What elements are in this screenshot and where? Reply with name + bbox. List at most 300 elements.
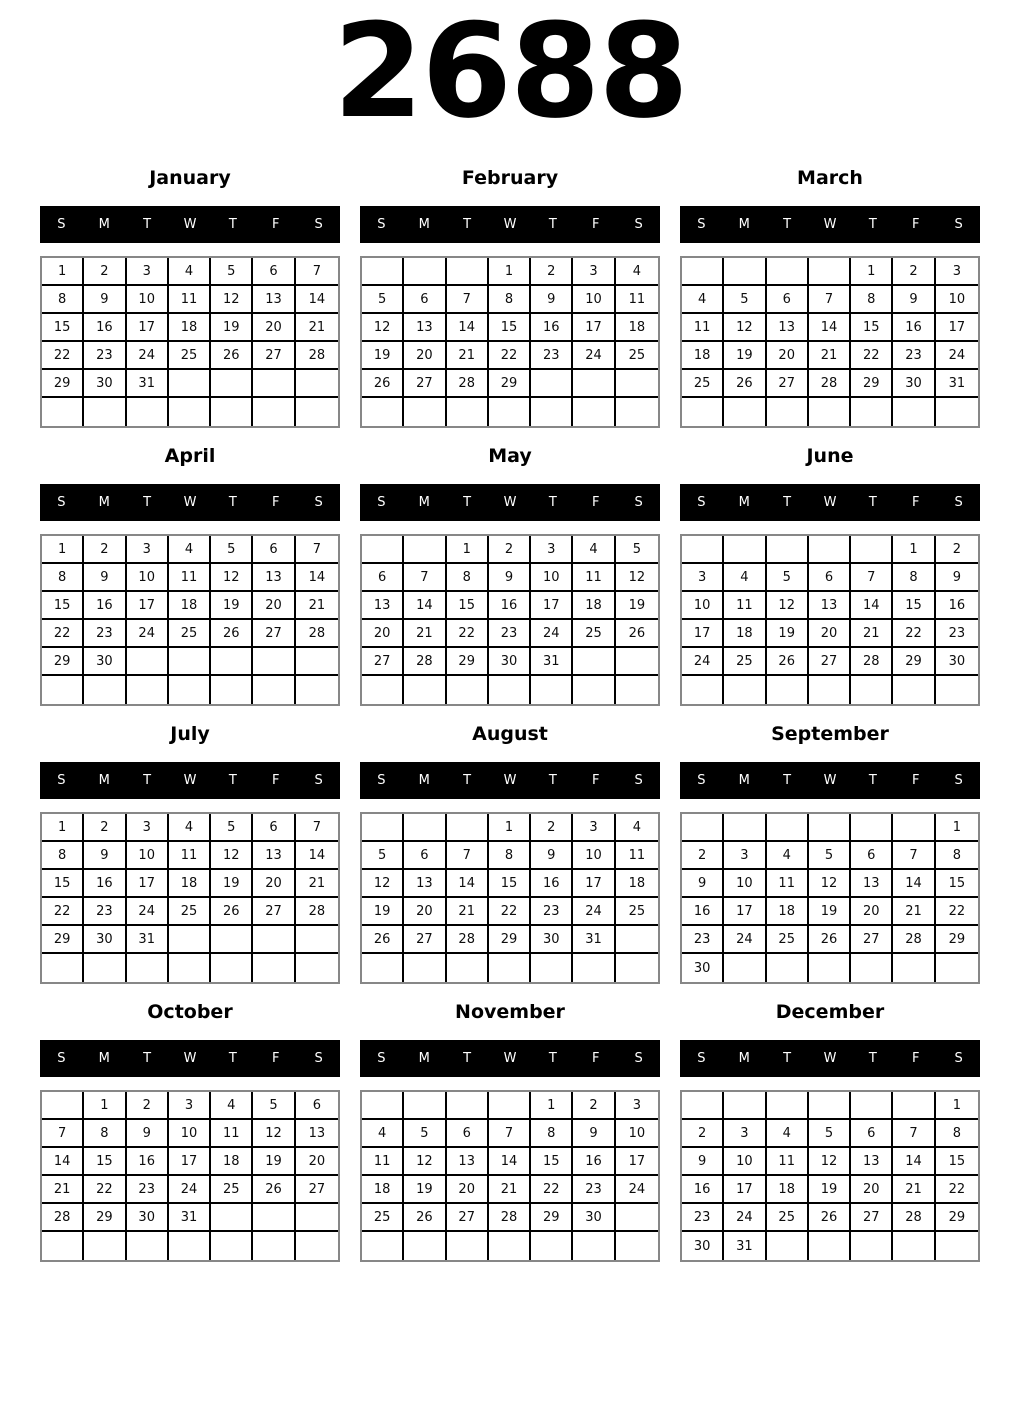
week-row xyxy=(362,1204,658,1232)
weekday-label: M xyxy=(98,495,110,510)
day-cell: 29 xyxy=(936,926,978,954)
day-cell: 15 xyxy=(84,1148,126,1176)
empty-day-cell xyxy=(211,1232,253,1260)
empty-day-cell xyxy=(809,398,851,426)
day-cell: 18 xyxy=(573,592,615,620)
week-row xyxy=(42,870,338,898)
weekday-label: T xyxy=(228,217,237,232)
day-cell: 27 xyxy=(851,1204,893,1232)
empty-day-cell xyxy=(211,954,253,982)
empty-day-cell xyxy=(253,926,295,954)
day-cell: 21 xyxy=(893,1176,935,1204)
day-cell: 10 xyxy=(724,1148,766,1176)
empty-day-cell xyxy=(573,398,615,426)
week-row xyxy=(42,1204,338,1232)
weekday-label: F xyxy=(591,773,600,788)
day-cell: 19 xyxy=(809,1176,851,1204)
day-cell: 16 xyxy=(84,870,126,898)
empty-day-cell xyxy=(616,676,658,704)
day-cell: 29 xyxy=(936,1204,978,1232)
day-cell: 27 xyxy=(253,620,295,648)
day-cell: 10 xyxy=(531,564,573,592)
empty-day-cell xyxy=(809,676,851,704)
day-cell: 31 xyxy=(169,1204,211,1232)
empty-day-cell xyxy=(447,1232,489,1260)
day-cell: 28 xyxy=(447,926,489,954)
day-cell: 15 xyxy=(936,870,978,898)
empty-day-cell xyxy=(127,676,169,704)
day-cell: 12 xyxy=(616,564,658,592)
empty-day-cell xyxy=(253,1204,295,1232)
week-row xyxy=(362,1092,658,1120)
weekday-label: T xyxy=(143,217,152,232)
day-cell: 18 xyxy=(682,342,724,370)
day-cell: 9 xyxy=(531,842,573,870)
day-cell: 8 xyxy=(489,842,531,870)
empty-day-cell xyxy=(127,648,169,676)
empty-day-cell xyxy=(851,954,893,982)
weekday-label: F xyxy=(271,495,280,510)
week-row xyxy=(362,954,658,982)
day-cell: 22 xyxy=(447,620,489,648)
empty-day-cell xyxy=(362,1092,404,1120)
day-cell: 24 xyxy=(127,898,169,926)
empty-day-cell xyxy=(489,1092,531,1120)
month-may xyxy=(360,441,660,702)
month-title: October xyxy=(147,1001,233,1023)
day-cell: 21 xyxy=(851,620,893,648)
day-cell: 4 xyxy=(767,1120,809,1148)
day-cell: 28 xyxy=(447,370,489,398)
day-cell: 27 xyxy=(253,898,295,926)
day-cell: 27 xyxy=(809,648,851,676)
empty-day-cell xyxy=(127,1232,169,1260)
day-cell: 14 xyxy=(404,592,446,620)
day-cell: 13 xyxy=(809,592,851,620)
empty-day-cell xyxy=(851,398,893,426)
weekday-label: S xyxy=(314,773,323,788)
day-cell: 24 xyxy=(531,620,573,648)
weekday-header-bar xyxy=(40,206,340,243)
week-row xyxy=(42,1120,338,1148)
day-cell: 24 xyxy=(127,342,169,370)
empty-day-cell xyxy=(447,676,489,704)
weekday-label: T xyxy=(228,495,237,510)
empty-day-cell xyxy=(296,676,338,704)
day-cell: 19 xyxy=(767,620,809,648)
weekday-label: F xyxy=(591,495,600,510)
day-cell: 24 xyxy=(169,1176,211,1204)
month-december xyxy=(680,997,980,1258)
week-row xyxy=(682,398,978,426)
weekday-header-bar xyxy=(360,1040,660,1077)
day-cell: 2 xyxy=(936,536,978,564)
day-cell: 13 xyxy=(296,1120,338,1148)
weekday-label: F xyxy=(591,217,600,232)
day-cell: 4 xyxy=(169,814,211,842)
weekday-label: S xyxy=(57,495,66,510)
day-cell: 28 xyxy=(296,620,338,648)
empty-day-cell xyxy=(616,648,658,676)
weekday-label: T xyxy=(463,1051,472,1066)
day-cell: 23 xyxy=(531,342,573,370)
day-cell: 11 xyxy=(616,842,658,870)
empty-day-cell xyxy=(682,398,724,426)
week-row xyxy=(682,870,978,898)
day-cell: 19 xyxy=(616,592,658,620)
day-cell: 8 xyxy=(84,1120,126,1148)
day-cell: 20 xyxy=(253,870,295,898)
day-cell: 30 xyxy=(682,1232,724,1260)
day-cell: 26 xyxy=(211,898,253,926)
weekday-label: S xyxy=(57,1051,66,1066)
weekday-label: T xyxy=(548,495,557,510)
weekday-label: M xyxy=(418,217,430,232)
week-row xyxy=(682,954,978,982)
week-row xyxy=(682,814,978,842)
day-cell: 9 xyxy=(936,564,978,592)
day-cell: 20 xyxy=(404,342,446,370)
day-cell: 12 xyxy=(404,1148,446,1176)
day-cell: 25 xyxy=(724,648,766,676)
day-cell: 8 xyxy=(42,564,84,592)
day-cell: 5 xyxy=(211,258,253,286)
weekday-label: T xyxy=(143,495,152,510)
empty-day-cell xyxy=(936,398,978,426)
weekday-header-bar xyxy=(680,206,980,243)
empty-day-cell xyxy=(447,398,489,426)
weekday-label: W xyxy=(823,495,837,510)
weekday-label: T xyxy=(868,1051,877,1066)
day-cell: 8 xyxy=(489,286,531,314)
day-cell: 25 xyxy=(767,926,809,954)
empty-day-cell xyxy=(682,676,724,704)
week-row xyxy=(362,564,658,592)
day-cell: 5 xyxy=(211,536,253,564)
day-cell: 29 xyxy=(893,648,935,676)
empty-day-cell xyxy=(616,370,658,398)
day-cell: 11 xyxy=(724,592,766,620)
empty-day-cell xyxy=(767,258,809,286)
empty-day-cell xyxy=(616,1232,658,1260)
weekday-header-bar xyxy=(40,1040,340,1077)
day-cell: 2 xyxy=(682,1120,724,1148)
day-cell: 13 xyxy=(253,286,295,314)
empty-day-cell xyxy=(809,814,851,842)
weekday-label: T xyxy=(783,1051,792,1066)
day-cell: 26 xyxy=(211,620,253,648)
day-cell: 4 xyxy=(362,1120,404,1148)
day-cell: 8 xyxy=(531,1120,573,1148)
week-row xyxy=(42,1148,338,1176)
day-cell: 26 xyxy=(616,620,658,648)
day-cell: 5 xyxy=(809,842,851,870)
weekday-label: F xyxy=(271,217,280,232)
day-cell: 27 xyxy=(362,648,404,676)
week-row xyxy=(362,1232,658,1260)
week-row xyxy=(362,676,658,704)
day-cell: 9 xyxy=(893,286,935,314)
weekday-label: M xyxy=(738,773,750,788)
day-cell: 1 xyxy=(489,258,531,286)
week-row xyxy=(42,898,338,926)
month-title: November xyxy=(455,1001,565,1023)
day-cell: 16 xyxy=(84,314,126,342)
day-cell: 23 xyxy=(84,620,126,648)
weekday-label: S xyxy=(634,1051,643,1066)
empty-day-cell xyxy=(724,398,766,426)
week-row xyxy=(362,620,658,648)
empty-day-cell xyxy=(724,676,766,704)
weekday-label: F xyxy=(271,1051,280,1066)
empty-day-cell xyxy=(767,676,809,704)
weekday-label: T xyxy=(783,773,792,788)
weekday-label: T xyxy=(228,1051,237,1066)
day-cell: 28 xyxy=(851,648,893,676)
weekday-label: S xyxy=(377,495,386,510)
day-cell: 1 xyxy=(531,1092,573,1120)
day-cell: 28 xyxy=(404,648,446,676)
week-row xyxy=(362,870,658,898)
day-cell: 3 xyxy=(531,536,573,564)
week-row xyxy=(682,592,978,620)
day-cell: 11 xyxy=(767,1148,809,1176)
day-cell: 14 xyxy=(296,842,338,870)
day-cell: 6 xyxy=(767,286,809,314)
day-cell: 5 xyxy=(253,1092,295,1120)
day-cell: 21 xyxy=(296,870,338,898)
day-cell: 13 xyxy=(253,842,295,870)
day-cell: 30 xyxy=(893,370,935,398)
weekday-label: W xyxy=(823,217,837,232)
day-cell: 5 xyxy=(767,564,809,592)
empty-day-cell xyxy=(616,1204,658,1232)
week-row xyxy=(362,286,658,314)
empty-day-cell xyxy=(573,648,615,676)
day-cell: 26 xyxy=(404,1204,446,1232)
day-cell: 5 xyxy=(724,286,766,314)
empty-day-cell xyxy=(531,954,573,982)
day-cell: 31 xyxy=(573,926,615,954)
day-cell: 15 xyxy=(42,314,84,342)
day-cell: 4 xyxy=(767,842,809,870)
day-cell: 17 xyxy=(531,592,573,620)
empty-day-cell xyxy=(362,258,404,286)
day-cell: 19 xyxy=(362,342,404,370)
empty-day-cell xyxy=(724,536,766,564)
week-row xyxy=(362,592,658,620)
day-cell: 17 xyxy=(573,314,615,342)
day-cell: 18 xyxy=(616,870,658,898)
day-cell: 3 xyxy=(127,536,169,564)
empty-day-cell xyxy=(616,926,658,954)
day-cell: 1 xyxy=(84,1092,126,1120)
empty-day-cell xyxy=(169,398,211,426)
empty-day-cell xyxy=(127,398,169,426)
day-cell: 3 xyxy=(682,564,724,592)
day-cell: 11 xyxy=(362,1148,404,1176)
weekday-label: M xyxy=(738,495,750,510)
empty-day-cell xyxy=(211,370,253,398)
day-cell: 23 xyxy=(573,1176,615,1204)
week-row xyxy=(682,342,978,370)
day-cell: 14 xyxy=(809,314,851,342)
day-cell: 14 xyxy=(893,870,935,898)
day-cell: 9 xyxy=(84,842,126,870)
day-cell: 15 xyxy=(893,592,935,620)
day-cell: 18 xyxy=(169,870,211,898)
day-cell: 26 xyxy=(809,1204,851,1232)
day-cell: 6 xyxy=(253,814,295,842)
day-cell: 5 xyxy=(809,1120,851,1148)
empty-day-cell xyxy=(404,536,446,564)
week-row xyxy=(42,398,338,426)
week-row xyxy=(42,286,338,314)
day-cell: 21 xyxy=(296,314,338,342)
day-cell: 29 xyxy=(447,648,489,676)
week-row xyxy=(42,954,338,982)
week-row xyxy=(682,1176,978,1204)
empty-day-cell xyxy=(489,954,531,982)
day-cell: 1 xyxy=(489,814,531,842)
empty-day-cell xyxy=(447,814,489,842)
weekday-label: M xyxy=(738,1051,750,1066)
day-cell: 6 xyxy=(851,1120,893,1148)
weekday-label: T xyxy=(548,1051,557,1066)
weekday-label: M xyxy=(418,495,430,510)
day-cell: 11 xyxy=(767,870,809,898)
weekday-label: S xyxy=(314,495,323,510)
day-cell: 12 xyxy=(211,286,253,314)
day-cell: 23 xyxy=(489,620,531,648)
month-grid xyxy=(360,1090,660,1262)
weekday-label: W xyxy=(183,495,197,510)
day-cell: 4 xyxy=(211,1092,253,1120)
empty-day-cell xyxy=(127,954,169,982)
day-cell: 2 xyxy=(489,536,531,564)
day-cell: 16 xyxy=(573,1148,615,1176)
day-cell: 12 xyxy=(767,592,809,620)
day-cell: 10 xyxy=(573,286,615,314)
day-cell: 9 xyxy=(531,286,573,314)
weekday-label: F xyxy=(911,1051,920,1066)
weekday-label: W xyxy=(183,217,197,232)
empty-day-cell xyxy=(616,398,658,426)
day-cell: 12 xyxy=(809,870,851,898)
day-cell: 12 xyxy=(362,314,404,342)
empty-day-cell xyxy=(42,398,84,426)
weekday-label: M xyxy=(98,1051,110,1066)
weekday-label: T xyxy=(783,217,792,232)
weekday-label: T xyxy=(463,495,472,510)
day-cell: 12 xyxy=(253,1120,295,1148)
empty-day-cell xyxy=(851,814,893,842)
week-row xyxy=(362,314,658,342)
empty-day-cell xyxy=(253,648,295,676)
month-grid xyxy=(360,534,660,706)
empty-day-cell xyxy=(404,676,446,704)
weekday-label: S xyxy=(377,773,386,788)
day-cell: 5 xyxy=(404,1120,446,1148)
month-january xyxy=(40,163,340,424)
day-cell: 7 xyxy=(296,258,338,286)
empty-day-cell xyxy=(573,370,615,398)
empty-day-cell xyxy=(447,1092,489,1120)
weekday-label: S xyxy=(634,773,643,788)
empty-day-cell xyxy=(767,1092,809,1120)
day-cell: 7 xyxy=(296,536,338,564)
week-row xyxy=(682,1204,978,1232)
day-cell: 27 xyxy=(767,370,809,398)
weekday-label: T xyxy=(463,217,472,232)
day-cell: 25 xyxy=(169,342,211,370)
day-cell: 10 xyxy=(127,286,169,314)
day-cell: 19 xyxy=(211,592,253,620)
empty-day-cell xyxy=(936,676,978,704)
day-cell: 23 xyxy=(893,342,935,370)
day-cell: 18 xyxy=(362,1176,404,1204)
empty-day-cell xyxy=(893,676,935,704)
day-cell: 1 xyxy=(936,814,978,842)
day-cell: 27 xyxy=(447,1204,489,1232)
day-cell: 28 xyxy=(809,370,851,398)
day-cell: 9 xyxy=(682,870,724,898)
week-row xyxy=(42,536,338,564)
day-cell: 7 xyxy=(489,1120,531,1148)
empty-day-cell xyxy=(211,676,253,704)
week-row xyxy=(42,342,338,370)
week-row xyxy=(682,926,978,954)
weekday-label: S xyxy=(314,1051,323,1066)
week-row xyxy=(682,1120,978,1148)
day-cell: 11 xyxy=(169,842,211,870)
week-row xyxy=(682,676,978,704)
day-cell: 25 xyxy=(616,898,658,926)
day-cell: 28 xyxy=(296,898,338,926)
day-cell: 20 xyxy=(851,898,893,926)
day-cell: 20 xyxy=(767,342,809,370)
day-cell: 17 xyxy=(573,870,615,898)
day-cell: 6 xyxy=(404,842,446,870)
day-cell: 23 xyxy=(84,342,126,370)
empty-day-cell xyxy=(404,258,446,286)
empty-day-cell xyxy=(809,1232,851,1260)
day-cell: 24 xyxy=(573,342,615,370)
month-grid xyxy=(40,812,340,984)
week-row xyxy=(362,1120,658,1148)
day-cell: 22 xyxy=(42,898,84,926)
month-grid xyxy=(360,256,660,428)
empty-day-cell xyxy=(936,1232,978,1260)
weekday-label: S xyxy=(634,217,643,232)
day-cell: 25 xyxy=(573,620,615,648)
day-cell: 19 xyxy=(211,314,253,342)
empty-day-cell xyxy=(447,954,489,982)
weekday-label: S xyxy=(377,1051,386,1066)
day-cell: 30 xyxy=(682,954,724,982)
weekday-label: S xyxy=(697,217,706,232)
day-cell: 24 xyxy=(682,648,724,676)
day-cell: 17 xyxy=(616,1148,658,1176)
day-cell: 2 xyxy=(893,258,935,286)
weekday-label: T xyxy=(143,773,152,788)
day-cell: 13 xyxy=(851,1148,893,1176)
day-cell: 7 xyxy=(851,564,893,592)
weekday-header-bar xyxy=(680,1040,980,1077)
empty-day-cell xyxy=(851,676,893,704)
week-row xyxy=(682,314,978,342)
day-cell: 5 xyxy=(362,286,404,314)
